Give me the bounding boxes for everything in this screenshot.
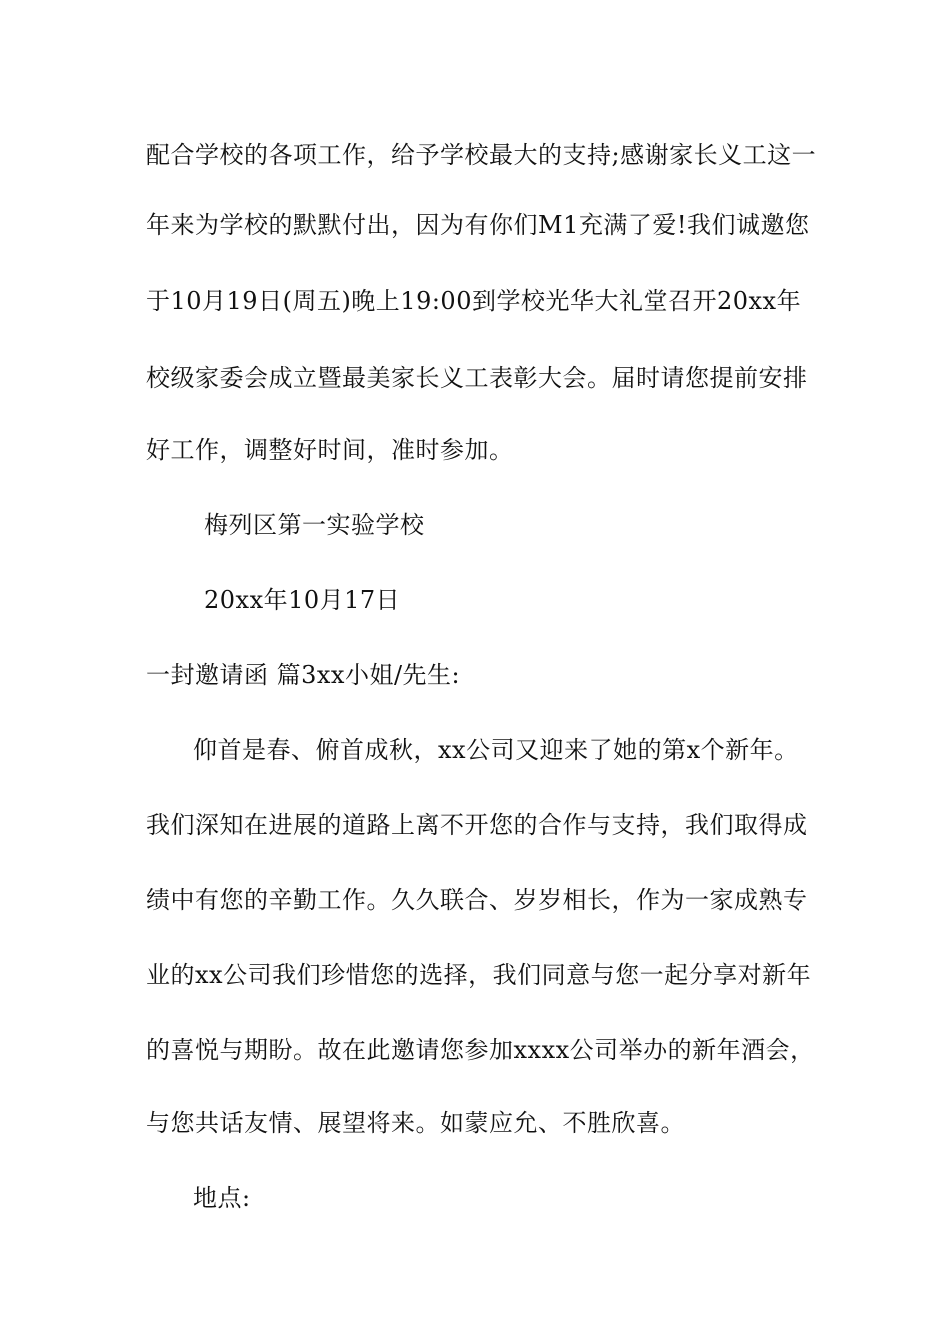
paragraph-2-line-6: 与您共话友情、展望将来。如蒙应允、不胜欣喜。 [146, 1109, 685, 1137]
paragraph-2-line-5: 的喜悦与期盼。故在此邀请您参加xxxx公司举办的新年酒会， [146, 1036, 815, 1064]
paragraph-2-line-3: 绩中有您的辛勤工作。久久联合、岁岁相长，作为一家成熟专 [146, 886, 808, 914]
location-label: 地点: [193, 1184, 251, 1212]
paragraph-1-line-5: 好工作，调整好时间，准时参加。 [146, 436, 514, 464]
section-heading: 一封邀请函 篇3xx小姐/先生: [146, 661, 461, 689]
signature-date: 20xx年10月17日 [204, 586, 401, 614]
paragraph-2-line-4: 业的xx公司我们珍惜您的选择，我们同意与您一起分享对新年 [146, 961, 812, 989]
paragraph-1-line-1: 配合学校的各项工作，给予学校最大的支持;感谢家长义工这一 [146, 141, 817, 169]
paragraph-1-line-4: 校级家委会成立暨最美家长义工表彰大会。届时请您提前安排 [146, 364, 808, 392]
paragraph-2-line-2: 我们深知在进展的道路上离不开您的合作与支持，我们取得成 [146, 811, 808, 839]
paragraph-2-line-1: 仰首是春、俯首成秋，xx公司又迎来了她的第x个新年。 [193, 736, 799, 764]
paragraph-1-line-2: 年来为学校的默默付出，因为有你们M1充满了爱!我们诚邀您 [146, 211, 810, 239]
signature-school: 梅列区第一实验学校 [204, 511, 425, 539]
paragraph-1-line-3: 于10月19日(周五)晚上19:00到学校光华大礼堂召开20xx年 [146, 287, 802, 315]
